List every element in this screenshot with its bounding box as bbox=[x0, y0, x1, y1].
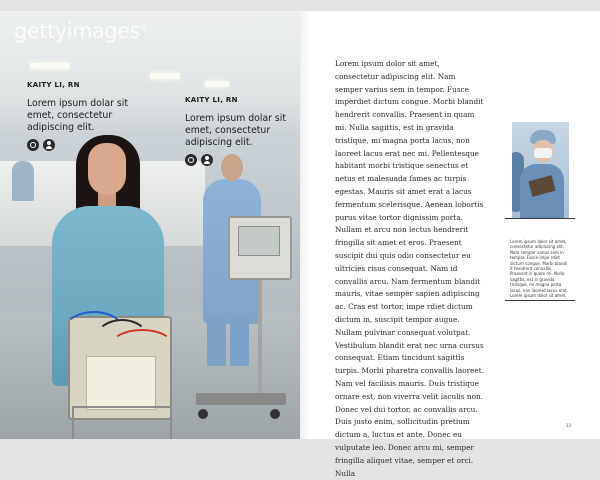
person-icon[interactable] bbox=[43, 139, 55, 151]
ceiling-light bbox=[150, 73, 180, 79]
photo-ecg-paper bbox=[86, 356, 156, 410]
page-gutter bbox=[300, 11, 310, 439]
ceiling-light bbox=[30, 63, 70, 69]
play-icon[interactable] bbox=[27, 139, 39, 151]
photo-wheel bbox=[270, 409, 280, 419]
photo-background-person bbox=[12, 161, 34, 201]
hero-photo bbox=[0, 11, 300, 439]
caption-text: Lorem ipsum dolar sit emet, consectetur adipiscing elit. bbox=[27, 98, 129, 133]
sidebar-photo bbox=[512, 122, 569, 218]
photo-ecg-cart-frame bbox=[72, 406, 172, 439]
ceiling-light bbox=[205, 81, 229, 87]
sidebar-bottom-rule bbox=[505, 300, 575, 301]
logo-registered-mark: ® bbox=[140, 24, 147, 32]
photo-surgical-mask bbox=[534, 148, 552, 158]
photo-second-nurse-legs bbox=[207, 316, 249, 366]
logo-text: gettyimages bbox=[14, 19, 140, 43]
caption-name: KAITY LI, RN bbox=[185, 96, 238, 104]
page-number: 13 bbox=[566, 423, 572, 428]
getty-images-logo bbox=[14, 19, 147, 43]
photo-monitor-pole bbox=[258, 276, 262, 396]
photo-monitor-base bbox=[196, 393, 286, 405]
body-text-column: Lorem ipsum dolor sit amet, consectetur adipiscing elit. Nam semper varius sem in tempor. Fusce imperdiet dictum congue. Morbi blandit hendrerit convallis. Praesent in quam mi. Nulla sagittis, est in gravida tristique, mi magna porta lacus, non laoreet lacus erat nec mi. Pellentesque habitant morbi tristique senectus et netus et malesuada fames ac turpis egestas. Mauris sit amet erat a lacus fermentum scelerisque. Aenean lobortis purus vitae tortor dignissim porta. Nullam et arcu non lectus hendrerit fringilla sit amet et eros. Praesent suscipit dui quis odio consectetur eu ultricies risus consequat. Nam id convallis arcu. Nam fermentum blandit mauris, vitae semper sapien adipiscing ac. Cras est tortor, impe rdiet dictum dictum in, suscipit tempor augue. Nullam pulvinar consequat volutpat. Vestibulum blandit erat nec urna cursus consequat. Etiam tincidunt sagittis turpis. Morbi pharetra convallis laoreet. Nam vel facilisis mauris. Duis tristique ornare est, non viverra velit iaculis non. Donec vel dui tortor, ac convallis arcu. Duis justo enim, sollicitudin pretium dictum a, luctus et ante. Donec eu vulputate leo. Donec arcu mi, semper fringilla aliquet vitae, semper et orci. Nulla bbox=[335, 59, 484, 478]
play-icon[interactable] bbox=[185, 154, 197, 166]
sidebar-top-rule bbox=[505, 218, 575, 219]
photo-monitor-screen bbox=[238, 226, 280, 256]
caption-icon-row bbox=[27, 139, 147, 151]
sidebar-text: Lorem ipsum dolor sit amet, consectetur adipiscing elit. Nam semper varius sem in tempor. Fusce impe rdiet dictum congue. Morbi blandi it hendrerit convallis. Praesent in quam mi. Nulla sagittis, est in gravida tristique, mi magna porta lacus, non laoreet lacus erat. Lorem ipsum dolor sit amet. bbox=[510, 239, 569, 299]
magazine-spread bbox=[0, 11, 600, 478]
photo-caption bbox=[27, 81, 147, 151]
caption-text: Lorem ipsum dolar sit emet, consectetur adipiscing elit. bbox=[185, 113, 287, 148]
caption-name: KAITY LI, RN bbox=[27, 81, 80, 89]
photo-caption bbox=[185, 96, 300, 166]
person-icon[interactable] bbox=[201, 154, 213, 166]
photo-cable bbox=[110, 329, 174, 363]
caption-icon-row bbox=[185, 154, 300, 166]
photo-wheel bbox=[198, 409, 208, 419]
